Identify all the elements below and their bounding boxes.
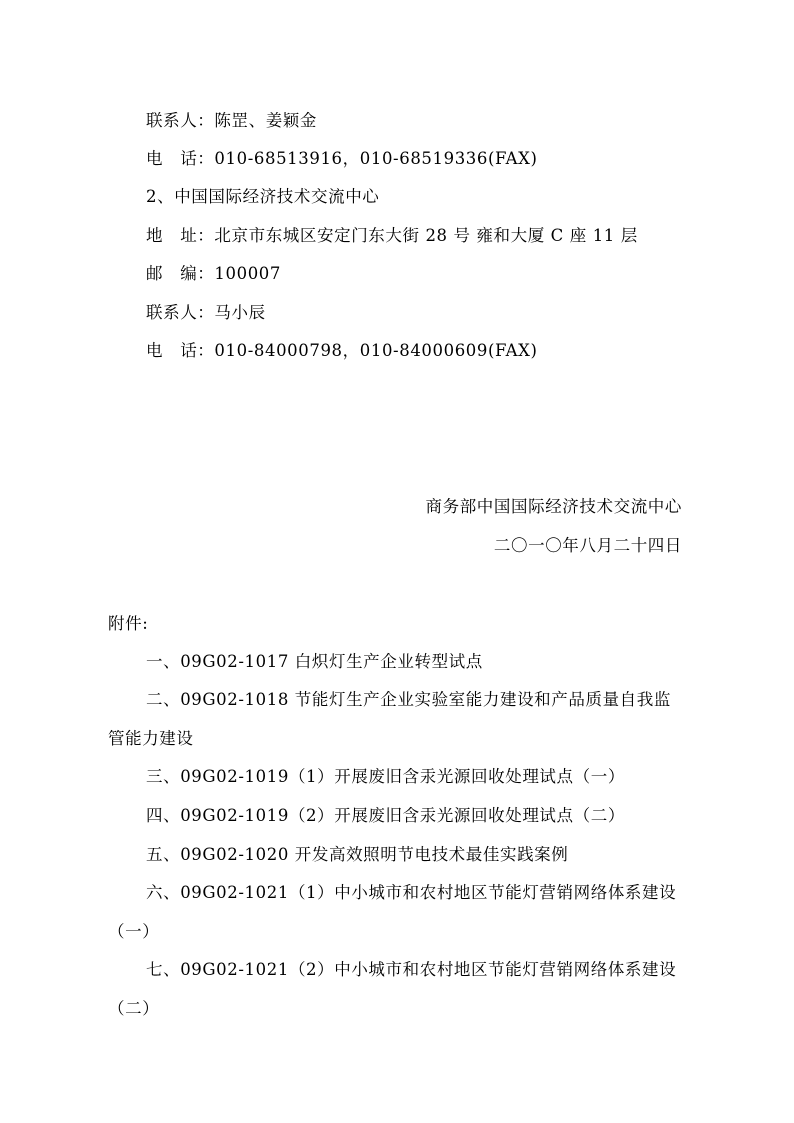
attachment-item-1: 一、09G02-1017 白炽灯生产企业转型试点 [146,652,483,671]
attachment-item-3: 三、09G02-1019（1）开展废旧含汞光源回收处理试点（一） [146,767,625,786]
signature-organization: 商务部中国国际经济技术交流中心 [425,497,682,516]
contact-person-2: 联系人：马小辰 [146,303,266,322]
attachment-item-2-continued: 管能力建设 [108,729,194,748]
address: 地 址：北京市东城区安定门东大街 28 号 雍和大厦 C 座 11 层 [146,226,638,245]
attachment-item-5: 五、09G02-1020 开发高效照明节电技术最佳实践案例 [146,845,569,864]
phone-1: 电 话：010-68513916，010-68519336(FAX) [146,149,538,168]
attachment-item-7: 七、09G02-1021（2）中小城市和农村地区节能灯营销网络体系建设 [146,960,677,979]
attachment-item-6: 六、09G02-1021（1）中小城市和农村地区节能灯营销网络体系建设 [146,883,677,902]
attachment-item-4: 四、09G02-1019（2）开展废旧含汞光源回收处理试点（二） [146,806,625,825]
phone-2: 电 话：010-84000798，010-84000609(FAX) [146,341,538,360]
postcode: 邮 编：100007 [146,264,281,283]
attachments-heading: 附件: [108,614,149,633]
organization-2: 2、中国国际经济技术交流中心 [146,187,380,206]
attachment-item-2: 二、09G02-1018 节能灯生产企业实验室能力建设和产品质量自我监 [146,690,671,709]
attachment-item-7-continued: （二） [108,999,160,1018]
attachment-item-6-continued: （一） [108,922,160,941]
contact-person-1: 联系人：陈罡、姜颖金 [146,111,317,130]
signature-date: 二〇一〇年八月二十四日 [493,536,682,555]
